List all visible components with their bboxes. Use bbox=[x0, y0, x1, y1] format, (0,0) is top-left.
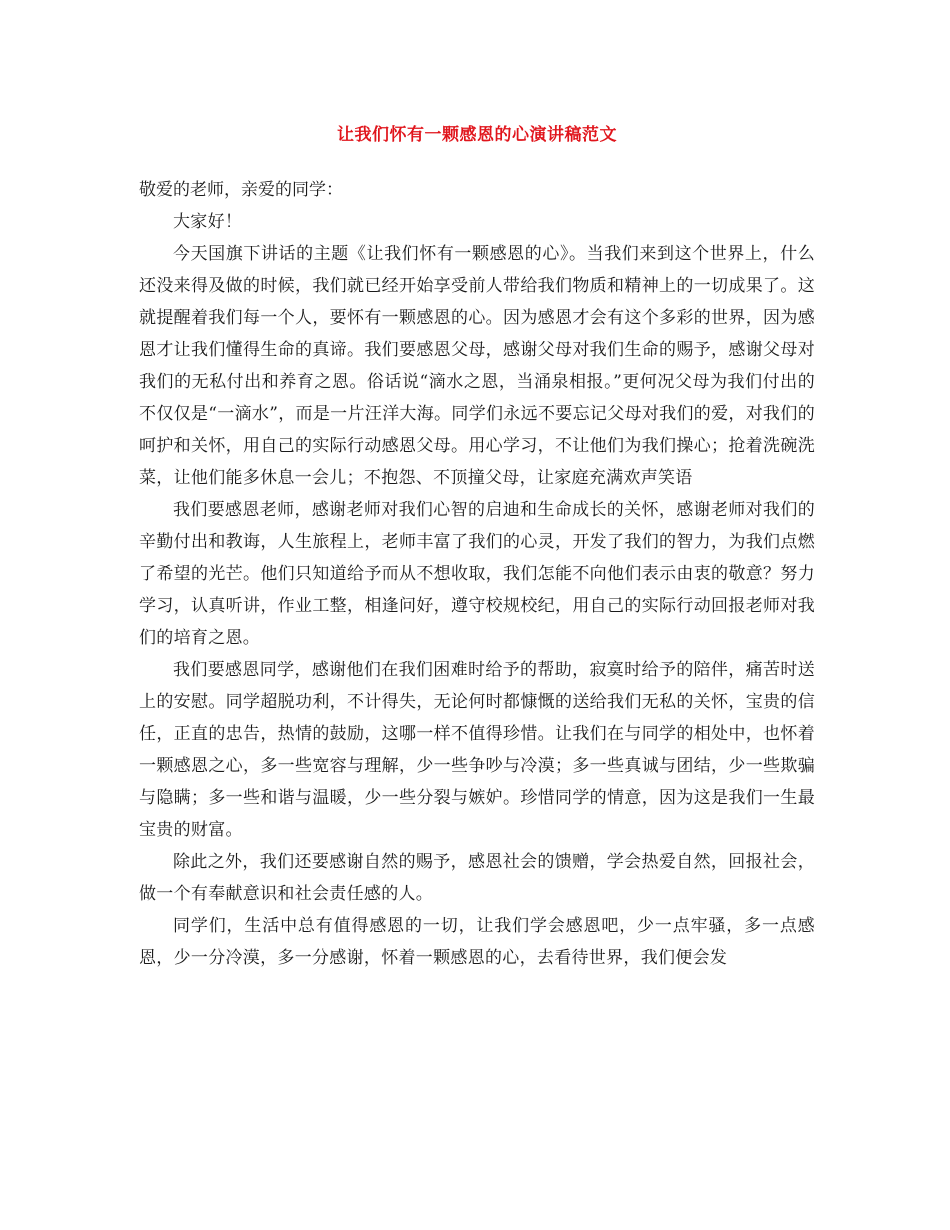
document-page bbox=[139, 118, 815, 974]
salutation: 敬爱的老师，亲爱的同学： bbox=[139, 180, 343, 200]
paragraph-nature-society: 除此之外，我们还要感谢自然的赐予，感恩社会的馈赠，学会热爱自然，回报社会，做一个有奉献意识和社会责任感的人。 bbox=[139, 852, 815, 904]
paragraph-teachers: 我们要感恩老师，感谢老师对我们心智的启迪和生命成长的关怀，感谢老师对我们的辛勤付出和教诲，人生旅程上，老师丰富了我们的心灵，开发了我们的智力，为我们点燃了希望的光芒。他们只知道给予而从不想收取，我们怎能不向他们表示由衷的敬意？努力学习，认真听讲，作业工整，相逢问好，遵守校规校纪，用自己的实际行动回报老师对我们的培育之恩。 bbox=[139, 500, 815, 648]
paragraph-parents: 今天国旗下讲话的主题《让我们怀有一颗感恩的心》。当我们来到这个世界上，什么还没来得及做的时候，我们就已经开始享受前人带给我们物质和精神上的一切成果了。这就提醒着我们每一个人，要怀有一颗感恩的心。因为感恩才会有这个多彩的世界，因为感恩才让我们懂得生命的真谛。我们要感恩父母，感谢父母对我们生命的赐予，感谢父母对我们的无私付出和养育之恩。俗话说“滴水之恩，当涌泉相报。”更何况父母为我们付出的不仅仅是“一滴水”，而是一片汪洋大海。同学们永远不要忘记父母对我们的爱，对我们的呵护和关怀，用自己的实际行动感恩父母。用心学习，不让他们为我们操心；抢着洗碗洗菜，让他们能多休息一会儿；不抱怨、不顶撞父母，让家庭充满欢声笑语 bbox=[139, 244, 815, 488]
paragraph-greeting: 大家好！ bbox=[173, 212, 243, 232]
paragraph-conclusion: 同学们，生活中总有值得感恩的一切，让我们学会感恩吧，少一点牢骚，多一点感恩，少一分冷漠，多一分感谢，怀着一颗感恩的心，去看待世界，我们便会发 bbox=[139, 916, 815, 968]
document-title: 让我们怀有一颗感恩的心演讲稿范文 bbox=[337, 125, 617, 145]
paragraph-classmates: 我们要感恩同学，感谢他们在我们困难时给予的帮助，寂寞时给予的陪伴，痛苦时送上的安慰。同学超脱功利，不计得失，无论何时都慷慨的送给我们无私的关怀，宝贵的信任，正直的忠告，热情的鼓励，这哪一样不值得珍惜。让我们在与同学的相处中，也怀着一颗感恩之心，多一些宽容与理解，少一些争吵与冷漠；多一些真诚与团结，少一些欺骗与隐瞒；多一些和谐与温暖，少一些分裂与嫉妒。珍惜同学的情意，因为这是我们一生最宝贵的财富。 bbox=[139, 660, 815, 840]
